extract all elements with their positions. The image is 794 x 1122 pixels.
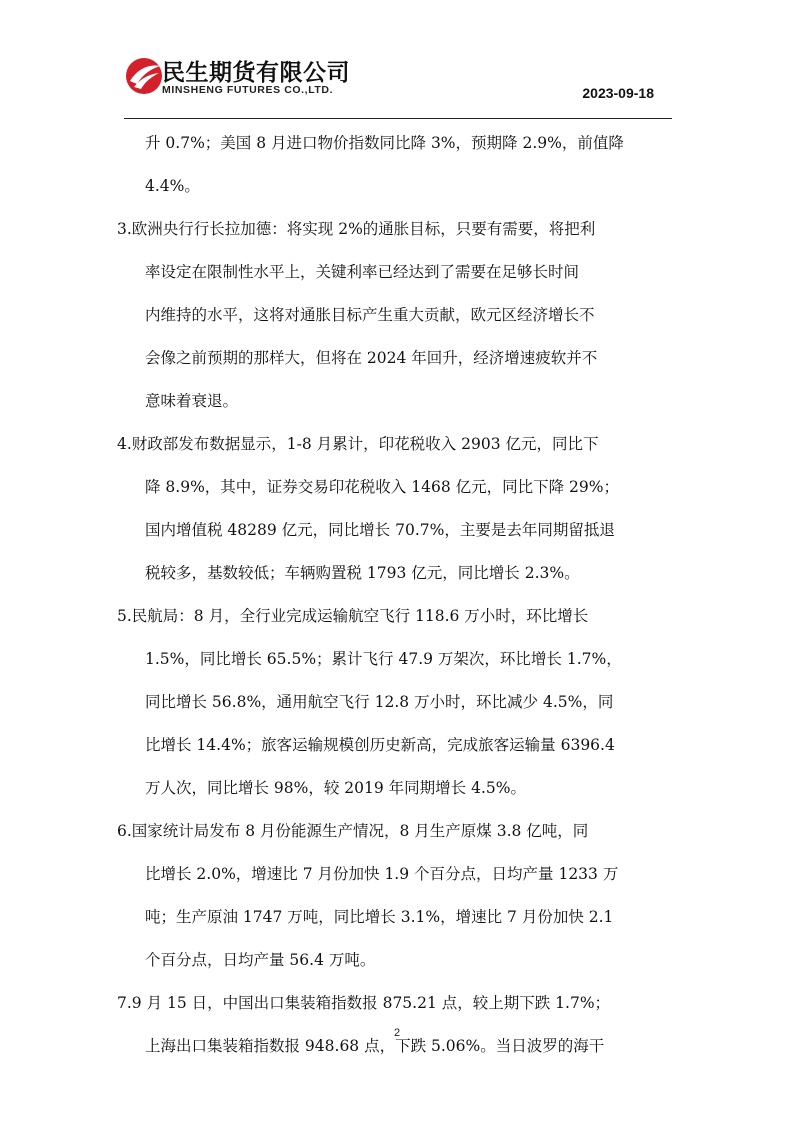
text-line: 升 0.7%；美国 8 月进口物价指数同比降 3%，预期降 2.9%，前值降: [145, 134, 624, 152]
text-line: 5.民航局：8 月，全行业完成运输航空飞行 118.6 万小时，环比增长: [117, 607, 589, 625]
news-paragraph: [117, 208, 677, 423]
text-line: 比增长 2.0%，增速比 7 月份加快 1.9 个百分点，日均产量 1233 万: [145, 865, 619, 883]
text-line: 降 8.9%，其中，证券交易印花税收入 1468 亿元，同比下降 29%；: [145, 478, 619, 496]
company-name-cn: 民生期货有限公司: [162, 60, 350, 86]
document-body: [117, 122, 677, 1068]
text-line: 个百分点，日均产量 56.4 万吨。: [145, 951, 376, 969]
text-line: 6.国家统计局发布 8 月份能源生产情况，8 月生产原煤 3.8 亿吨，同: [117, 822, 589, 840]
text-line: 万人次，同比增长 98%，较 2019 年同期增长 4.5%。: [145, 779, 526, 797]
text-line: 3.欧洲央行行长拉加德：将实现 2%的通胀目标，只要有需要，将把利: [117, 220, 596, 238]
news-paragraph: [117, 982, 677, 1068]
text-line: 同比增长 56.8%，通用航空飞行 12.8 万小时，环比减少 4.5%，同: [145, 693, 614, 711]
page-header: [124, 54, 672, 120]
text-line: 内维持的水平，这将对通胀目标产生重大贡献，欧元区经济增长不: [145, 306, 595, 324]
company-name-en: MINSHENG FUTURES CO.,LTD.: [162, 84, 334, 96]
text-line: 国内增值税 48289 亿元，同比增长 70.7%，主要是去年同期留抵退: [145, 521, 615, 539]
text-line: 4.财政部发布数据显示，1-8 月累计，印花税收入 2903 亿元，同比下: [117, 435, 599, 453]
news-paragraph: [117, 595, 677, 810]
text-line: 会像之前预期的那样大，但将在 2024 年回升，经济增速疲软并不: [145, 349, 598, 367]
text-line: 1.5%，同比增长 65.5%；累计飞行 47.9 万架次，环比增长 1.7%，: [145, 650, 622, 668]
news-paragraph: [117, 122, 677, 208]
news-paragraph: [117, 423, 677, 595]
header-divider: [124, 118, 672, 119]
report-date: 2023-09-18: [582, 85, 654, 101]
text-line: 吨；生产原油 1747 万吨，同比增长 3.1%，增速比 7 月份加快 2.1: [145, 908, 614, 926]
text-line: 税较多，基数较低；车辆购置税 1793 亿元，同比增长 2.3%。: [145, 564, 580, 582]
text-line: 意味着衰退。: [145, 392, 239, 410]
news-paragraph: [117, 810, 677, 982]
page-number: 2: [393, 1027, 401, 1039]
text-line: 率设定在限制性水平上，关键利率已经达到了需要在足够长时间: [145, 263, 580, 281]
text-line: 上海出口集装箱指数报 948.68 点，下跌 5.06%。当日波罗的海干: [145, 1037, 605, 1055]
text-line: 4.4%。: [145, 177, 200, 195]
text-line: 比增长 14.4%；旅客运输规模创历史新高，完成旅客运输量 6396.4: [145, 736, 615, 754]
text-line: 7.9 月 15 日，中国出口集装箱指数报 875.21 点，较上期下跌 1.7%；: [117, 994, 611, 1012]
company-logo-icon: [124, 56, 164, 96]
